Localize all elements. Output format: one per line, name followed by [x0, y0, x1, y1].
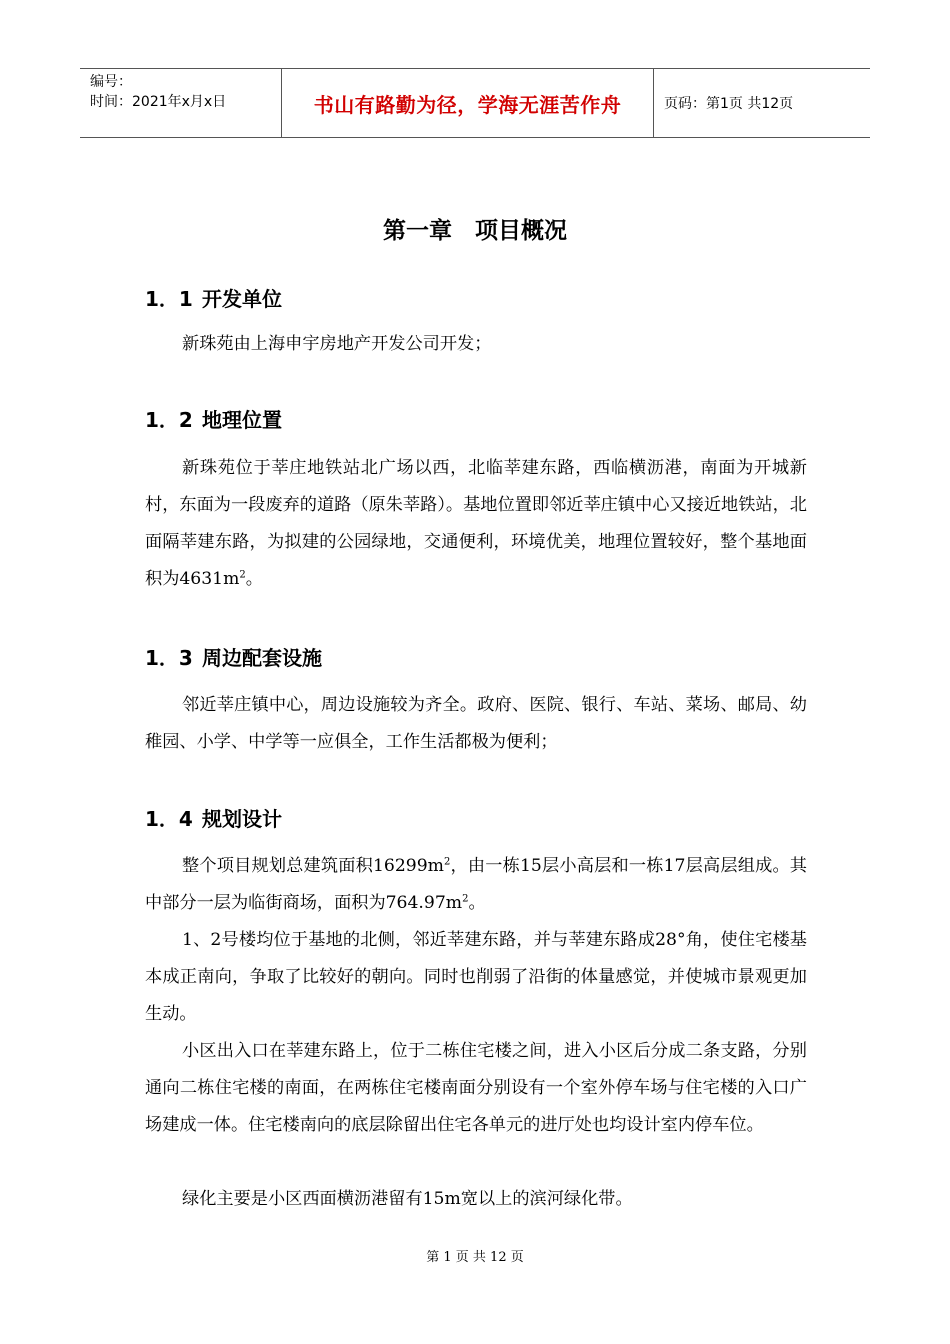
- header-motto-cell: [282, 69, 654, 137]
- paragraph-planning-area: 整个项目规划总建筑面积$16299m^2$，由一栋15层小高层和一栋17层高层组成。其中部分一层为临街商场，面积为$764.97m^2$。: [145, 856, 807, 913]
- header-info-cell: [80, 69, 282, 137]
- page-label: 页码：第1页 共12页: [664, 96, 794, 112]
- section-heading-4: [145, 803, 282, 832]
- section-title: 地理位置: [202, 408, 282, 432]
- header-page-cell: [654, 69, 870, 137]
- header-table: [80, 68, 870, 138]
- chapter-title: 第一章 项目概况: [383, 218, 567, 244]
- section-title: 规划设计: [202, 807, 282, 831]
- page-footer: 第 1 页 共 12 页: [426, 1250, 524, 1265]
- section-heading-2: [145, 404, 282, 433]
- paragraph-facilities: 邻近莘庄镇中心，周边设施较为齐全。政府、医院、银行、车站、菜场、邮局、幼稚园、小学、中学等一应俱全，工作生活都极为便利；: [145, 695, 807, 752]
- section-heading-1: [145, 283, 282, 312]
- section-number: 1．1: [145, 287, 193, 311]
- section-title: 开发单位: [202, 287, 282, 311]
- section-number: 1．2: [145, 408, 193, 432]
- section-number: 1．3: [145, 646, 193, 670]
- section-title: 周边配套设施: [202, 646, 322, 670]
- paragraph-developer: 新珠苑由上海申宇房地产开发公司开发；: [182, 334, 492, 354]
- section-heading-3: [145, 642, 322, 671]
- paragraph-location: 新珠苑位于莘庄地铁站北广场以西，北临莘建东路，西临横沥港，南面为开城新村，东面为一段废弃的道路（原朱莘路）。基地位置即邻近莘庄镇中心又接近地铁站，北面隔莘建东路，为拟建的公园绿地，交通便利，环境优美，地理位置较好，整个基地面积为$4631m^2$。: [145, 458, 807, 589]
- serial-label: 编号：: [90, 74, 132, 90]
- paragraph-building-orientation: 1、2号楼均位于基地的北侧，邻近莘建东路，并与莘建东路成28°角，使住宅楼基本成正南向，争取了比较好的朝向。同时也削弱了沿街的体量感觉，并使城市景观更加生动。: [145, 930, 807, 1024]
- section-number: 1．4: [145, 807, 193, 831]
- time-label: 时间：2021年x月x日: [90, 94, 227, 110]
- paragraph-greening: 绿化主要是小区西面横沥港留有15m宽以上的滨河绿化带。: [182, 1189, 633, 1209]
- motto: 书山有路勤为径，学海无涯苦作舟: [313, 92, 622, 117]
- paragraph-entrance: 小区出入口在莘建东路上，位于二栋住宅楼之间，进入小区后分成二条支路，分别通向二栋住宅楼的南面，在两栋住宅楼南面分别设有一个室外停车场与住宅楼的入口广场建成一体。住宅楼南向的底层除留出住宅各单元的进厅处也均设计室内停车位。: [145, 1041, 807, 1135]
